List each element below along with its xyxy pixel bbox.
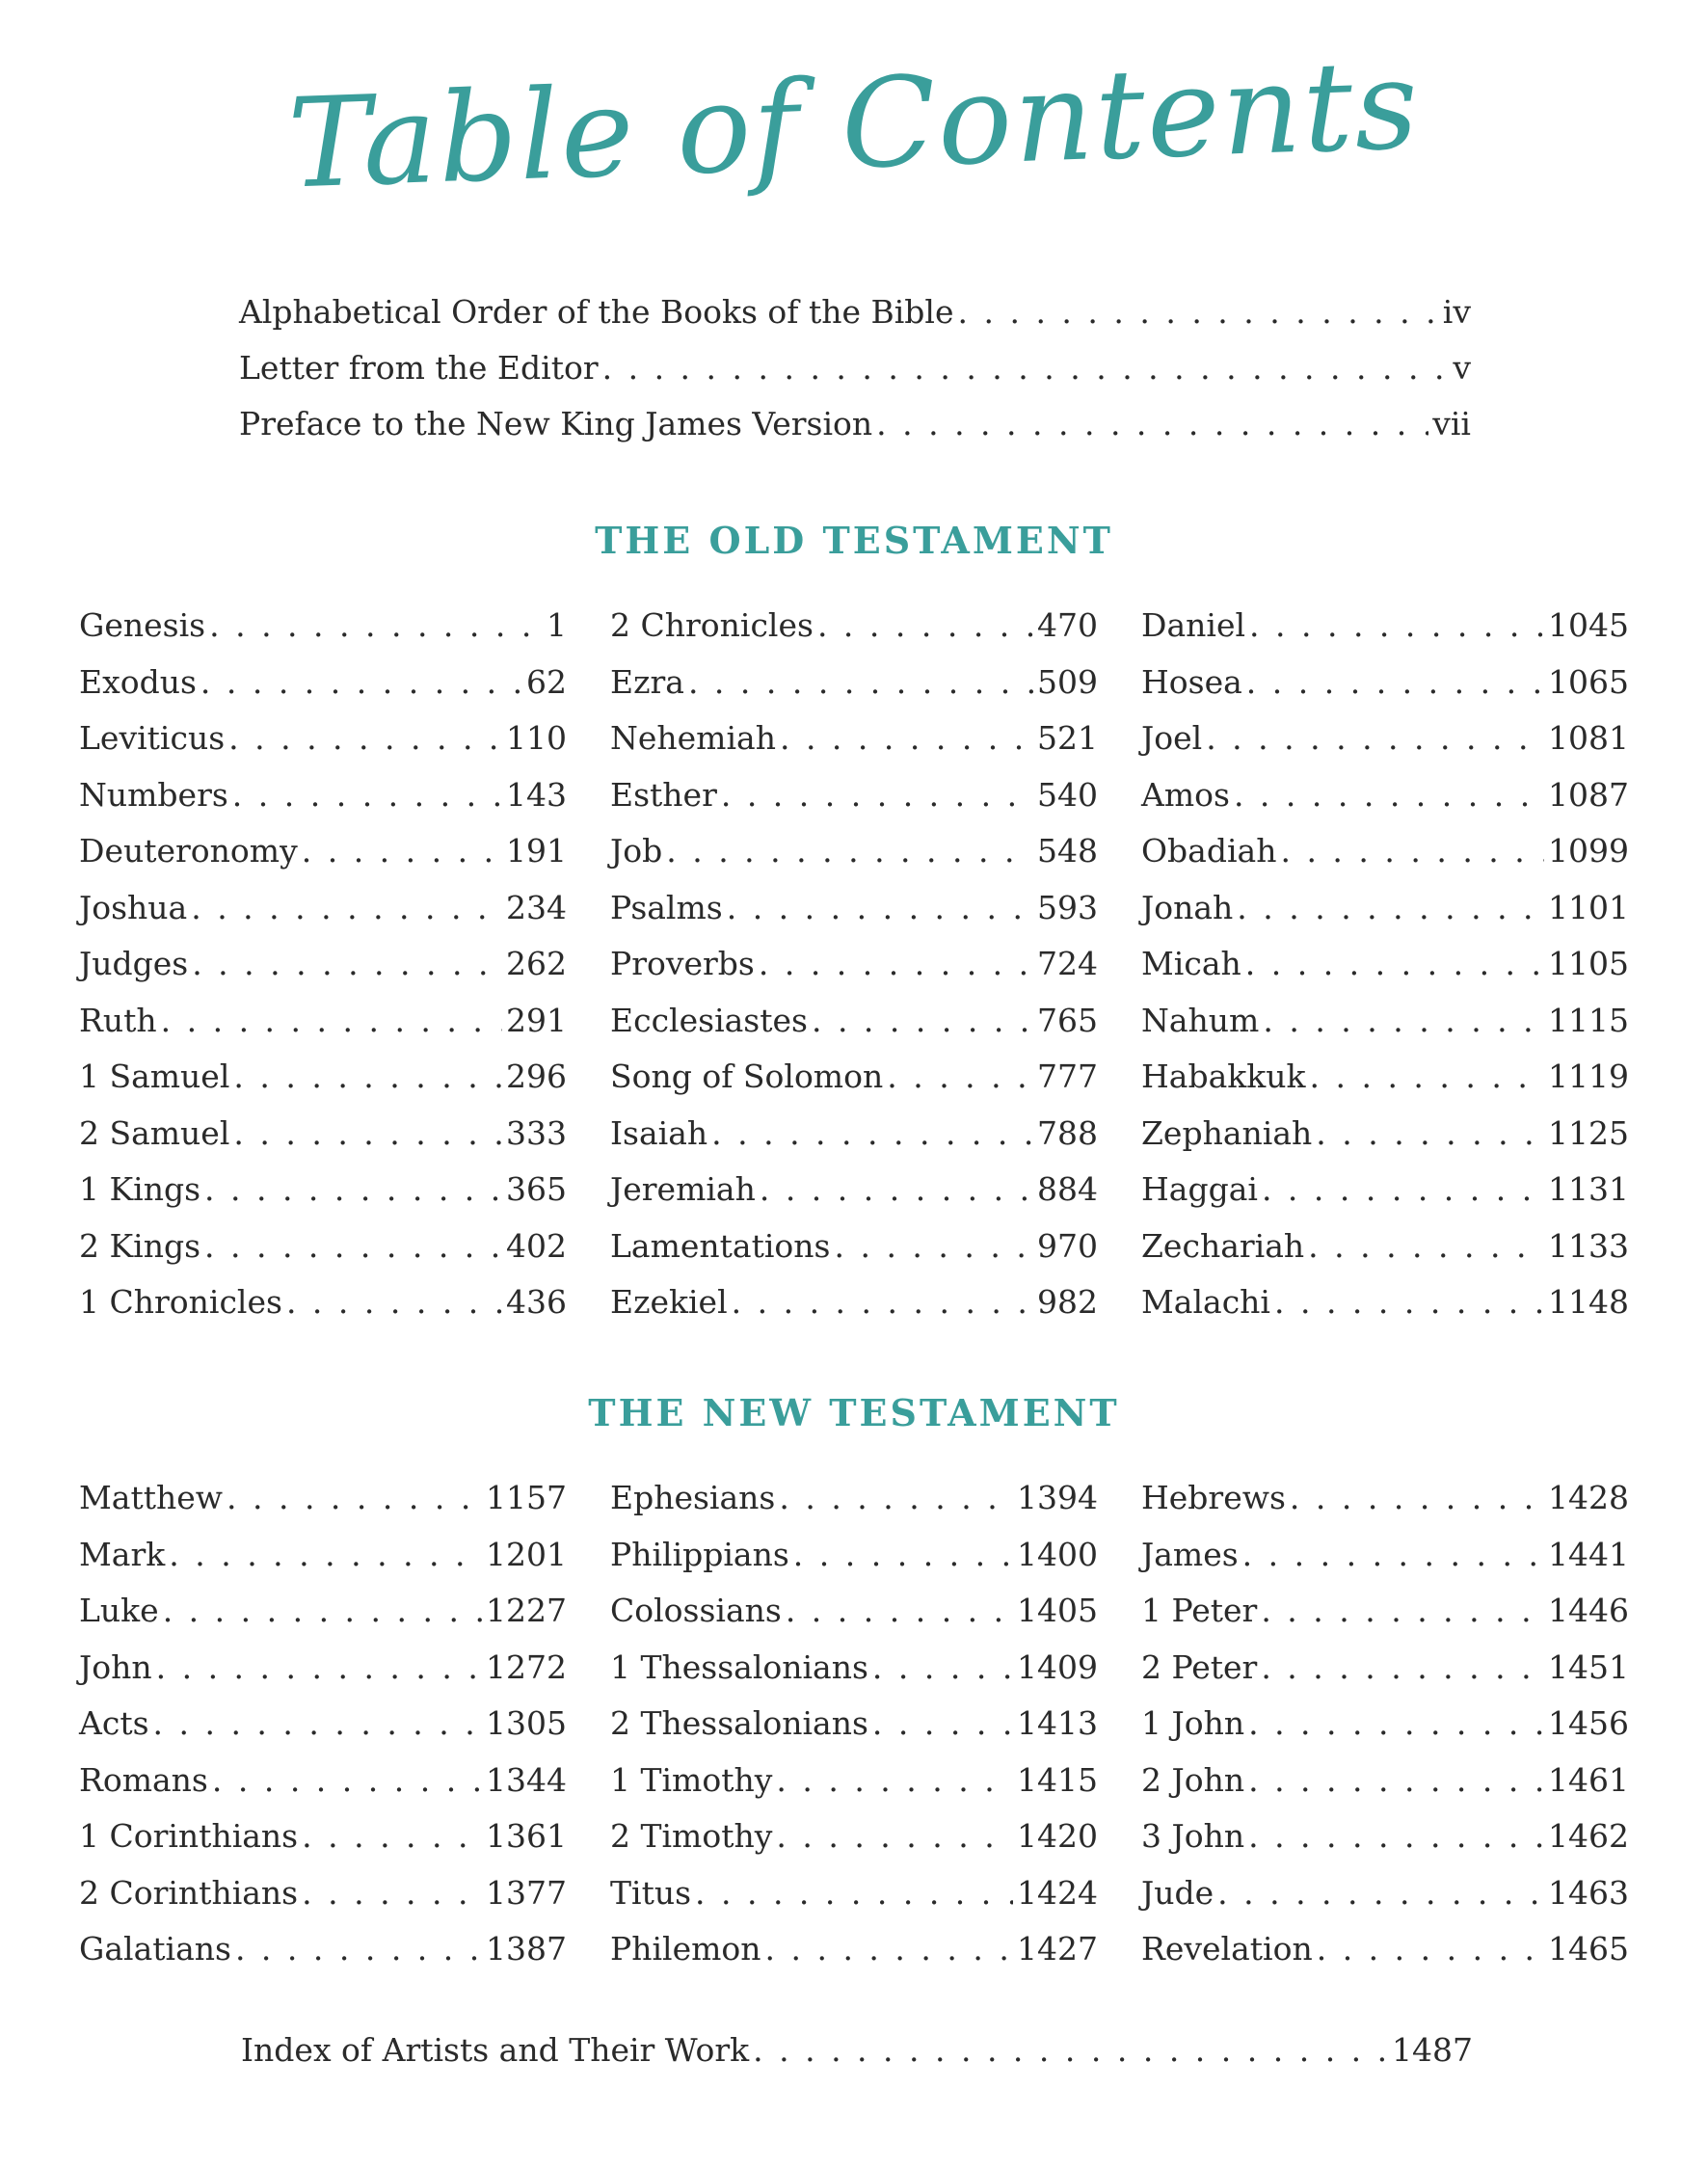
book-page: 62 xyxy=(526,662,567,701)
book-entry[interactable] xyxy=(610,655,1098,711)
book-page: 191 xyxy=(506,832,567,870)
book-name: Hosea xyxy=(1141,662,1242,701)
book-page: 1133 xyxy=(1548,1226,1629,1265)
book-page: 402 xyxy=(506,1226,567,1265)
book-page: 1148 xyxy=(1548,1283,1629,1321)
dot-leader xyxy=(1310,1049,1545,1106)
new-testament-columns xyxy=(79,1470,1629,1978)
book-page: 724 xyxy=(1037,945,1098,982)
book-entry[interactable] xyxy=(610,880,1098,937)
book-name: 3 John xyxy=(1141,1817,1245,1855)
book-entry[interactable] xyxy=(79,598,567,655)
dot-leader xyxy=(1217,1865,1544,1922)
dot-leader xyxy=(232,767,502,824)
dot-leader xyxy=(876,396,1428,452)
book-entry[interactable] xyxy=(610,1527,1098,1584)
book-entry[interactable] xyxy=(1141,710,1629,767)
book-page: 1045 xyxy=(1548,606,1629,644)
book-entry[interactable] xyxy=(79,1865,567,1922)
book-page: 593 xyxy=(1037,888,1098,926)
book-name: Ezekiel xyxy=(610,1283,728,1321)
dot-leader xyxy=(958,284,1439,340)
book-entry[interactable] xyxy=(1141,767,1629,824)
book-page: 1413 xyxy=(1017,1704,1098,1742)
toc-column xyxy=(79,1470,567,1978)
old-testament-heading: THE OLD TESTAMENT xyxy=(595,519,1113,562)
dot-leader xyxy=(156,1640,482,1697)
book-page: 1387 xyxy=(486,1930,567,1968)
book-name: Nehemiah xyxy=(610,719,776,757)
dot-leader xyxy=(1206,710,1544,767)
book-name: 1 John xyxy=(1141,1704,1245,1742)
book-entry[interactable] xyxy=(1141,1753,1629,1809)
dot-leader xyxy=(191,880,502,937)
book-name: Psalms xyxy=(610,888,723,926)
book-page: 1441 xyxy=(1548,1535,1629,1573)
entry-page: v xyxy=(1453,349,1471,387)
book-name: Jeremiah xyxy=(610,1170,756,1208)
book-entry[interactable] xyxy=(1141,880,1629,937)
dot-leader xyxy=(1248,1808,1544,1865)
book-entry[interactable] xyxy=(79,936,567,993)
book-name: Philippians xyxy=(610,1535,789,1573)
book-entry[interactable] xyxy=(1141,1583,1629,1640)
book-page: 1427 xyxy=(1017,1930,1098,1968)
back-matter-list xyxy=(241,2022,1473,2078)
book-name: Luke xyxy=(79,1592,159,1629)
book-name: Genesis xyxy=(79,606,206,644)
dot-leader xyxy=(1308,1218,1544,1275)
dot-leader xyxy=(1261,1640,1544,1697)
book-page: 1105 xyxy=(1548,945,1629,982)
book-entry[interactable] xyxy=(610,1865,1098,1922)
entry-name: Preface to the New King James Version xyxy=(239,405,873,442)
book-name: Jonah xyxy=(1141,888,1234,926)
dot-leader xyxy=(1274,1274,1544,1331)
dot-leader xyxy=(1316,1106,1544,1163)
book-name: 1 Corinthians xyxy=(79,1817,299,1855)
dot-leader xyxy=(887,1049,1033,1106)
book-name: Ruth xyxy=(79,1001,157,1039)
entry-name: Letter from the Editor xyxy=(239,349,599,387)
book-entry[interactable] xyxy=(79,1696,567,1753)
book-name: Habakkuk xyxy=(1141,1058,1306,1095)
toc-column xyxy=(1141,1470,1629,1978)
book-name: Obadiah xyxy=(1141,832,1277,870)
book-name: 2 Corinthians xyxy=(79,1873,299,1912)
dot-leader xyxy=(759,936,1033,993)
book-page: 1157 xyxy=(486,1479,567,1516)
book-page: 291 xyxy=(506,1001,567,1039)
book-entry[interactable] xyxy=(1141,1218,1629,1275)
book-name: Daniel xyxy=(1141,606,1246,644)
toc-entry[interactable] xyxy=(239,340,1471,396)
dot-leader xyxy=(1317,1921,1544,1978)
entry-page: 1487 xyxy=(1392,2031,1473,2069)
book-entry[interactable] xyxy=(79,823,567,880)
book-page: 1428 xyxy=(1548,1479,1629,1516)
book-entry[interactable] xyxy=(610,1162,1098,1218)
book-page: 1394 xyxy=(1017,1479,1098,1516)
book-entry[interactable] xyxy=(1141,1470,1629,1527)
dot-leader xyxy=(302,1808,482,1865)
book-name: Exodus xyxy=(79,662,197,701)
book-entry[interactable] xyxy=(79,1218,567,1275)
book-page: 296 xyxy=(506,1058,567,1095)
book-name: Jude xyxy=(1141,1873,1214,1912)
dot-leader xyxy=(302,823,502,880)
book-name: Ecclesiastes xyxy=(610,1001,808,1039)
book-page: 1 xyxy=(547,606,567,644)
dot-leader xyxy=(812,993,1033,1050)
dot-leader xyxy=(1242,1527,1544,1584)
book-page: 777 xyxy=(1037,1058,1098,1095)
dot-leader xyxy=(721,767,1033,824)
book-page: 1415 xyxy=(1017,1760,1098,1799)
book-entry[interactable] xyxy=(1141,655,1629,711)
dot-leader xyxy=(1248,1753,1544,1809)
book-entry[interactable] xyxy=(610,710,1098,767)
book-name: Romans xyxy=(79,1760,208,1799)
book-page: 1405 xyxy=(1017,1592,1098,1629)
entry-name: Alphabetical Order of the Books of the Bible xyxy=(239,293,954,331)
book-entry[interactable] xyxy=(610,1583,1098,1640)
book-name: Judges xyxy=(79,945,189,982)
book-page: 982 xyxy=(1037,1283,1098,1321)
book-name: Esther xyxy=(610,775,717,814)
book-name: Malachi xyxy=(1141,1283,1270,1321)
book-page: 540 xyxy=(1037,775,1098,814)
book-name: 2 Kings xyxy=(79,1226,201,1265)
book-name: Joel xyxy=(1141,719,1203,757)
dot-leader xyxy=(1261,1583,1544,1640)
page-title: Table of Contents xyxy=(285,33,1423,217)
book-name: Leviticus xyxy=(79,719,226,757)
toc-column xyxy=(610,598,1098,1331)
book-entry[interactable] xyxy=(79,1583,567,1640)
book-page: 470 xyxy=(1037,606,1098,644)
book-entry[interactable] xyxy=(610,598,1098,655)
dot-leader xyxy=(776,1753,1013,1809)
book-page: 1272 xyxy=(486,1647,567,1686)
book-entry[interactable] xyxy=(610,767,1098,824)
book-name: Amos xyxy=(1141,775,1230,814)
dot-leader xyxy=(212,1753,482,1809)
book-entry[interactable] xyxy=(1141,936,1629,993)
dot-leader xyxy=(1246,655,1544,711)
book-entry[interactable] xyxy=(610,1921,1098,1978)
book-name: 2 Timothy xyxy=(610,1817,773,1855)
book-page: 1201 xyxy=(486,1535,567,1573)
book-page: 1087 xyxy=(1548,775,1629,814)
toc-column xyxy=(610,1470,1098,1978)
dot-leader xyxy=(153,1696,483,1753)
dot-leader xyxy=(602,340,1450,396)
book-name: 2 Peter xyxy=(1141,1647,1258,1686)
entry-name: Index of Artists and Their Work xyxy=(241,2031,750,2069)
book-name: John xyxy=(79,1647,152,1686)
book-page: 1462 xyxy=(1548,1817,1629,1855)
dot-leader xyxy=(1262,1162,1544,1218)
book-name: Revelation xyxy=(1141,1930,1313,1968)
book-entry[interactable] xyxy=(1141,598,1629,655)
dot-leader xyxy=(1249,598,1544,655)
book-page: 1451 xyxy=(1548,1647,1629,1686)
dot-leader xyxy=(666,823,1033,880)
dot-leader xyxy=(228,710,502,767)
book-name: Matthew xyxy=(79,1479,224,1516)
book-name: Hebrews xyxy=(1141,1479,1286,1516)
book-entry[interactable] xyxy=(610,1274,1098,1331)
book-name: Micah xyxy=(1141,945,1241,982)
toc-entry[interactable] xyxy=(239,396,1471,452)
book-page: 333 xyxy=(506,1113,567,1152)
book-name: Nahum xyxy=(1141,1001,1260,1039)
book-entry[interactable] xyxy=(1141,1921,1629,1978)
dot-leader xyxy=(286,1274,502,1331)
book-entry[interactable] xyxy=(79,1808,567,1865)
book-entry[interactable] xyxy=(610,993,1098,1050)
book-page: 1115 xyxy=(1548,1001,1629,1039)
dot-leader xyxy=(793,1527,1013,1584)
book-page: 884 xyxy=(1037,1170,1098,1208)
book-page: 1424 xyxy=(1017,1873,1098,1912)
book-name: Colossians xyxy=(610,1592,782,1629)
book-name: Deuteronomy xyxy=(79,832,298,870)
book-page: 1400 xyxy=(1017,1535,1098,1573)
dot-leader xyxy=(1237,880,1544,937)
dot-leader xyxy=(753,2022,1388,2078)
book-entry[interactable] xyxy=(79,880,567,937)
book-name: 1 Peter xyxy=(1141,1592,1258,1629)
book-entry[interactable] xyxy=(1141,1696,1629,1753)
book-page: 548 xyxy=(1037,832,1098,870)
dot-leader xyxy=(302,1865,482,1922)
toc-column xyxy=(79,598,567,1331)
book-name: 1 Chronicles xyxy=(79,1283,282,1321)
book-name: 1 Kings xyxy=(79,1170,201,1208)
book-page: 788 xyxy=(1037,1113,1098,1152)
book-entry[interactable] xyxy=(79,1640,567,1697)
book-name: Isaiah xyxy=(610,1113,708,1152)
dot-leader xyxy=(779,1470,1013,1527)
book-page: 1119 xyxy=(1548,1058,1629,1095)
dot-leader xyxy=(209,598,543,655)
book-page: 509 xyxy=(1037,662,1098,701)
book-name: Haggai xyxy=(1141,1170,1258,1208)
book-name: Titus xyxy=(610,1873,692,1912)
book-entry[interactable] xyxy=(1141,1808,1629,1865)
dot-leader xyxy=(760,1162,1033,1218)
dot-leader xyxy=(1245,936,1544,993)
dot-leader xyxy=(765,1921,1014,1978)
book-page: 1409 xyxy=(1017,1647,1098,1686)
book-page: 1065 xyxy=(1548,662,1629,701)
book-page: 521 xyxy=(1037,719,1098,757)
dot-leader xyxy=(1234,767,1544,824)
dot-leader xyxy=(688,655,1033,711)
book-entry[interactable] xyxy=(1141,823,1629,880)
book-entry[interactable] xyxy=(79,993,567,1050)
book-name: Joshua xyxy=(79,888,188,926)
book-page: 110 xyxy=(506,719,567,757)
book-entry[interactable] xyxy=(610,823,1098,880)
book-name: Galatians xyxy=(79,1930,231,1968)
book-name: Philemon xyxy=(610,1930,761,1968)
dot-leader xyxy=(227,1470,482,1527)
book-entry[interactable] xyxy=(610,1696,1098,1753)
book-page: 1101 xyxy=(1548,888,1629,926)
book-name: 2 John xyxy=(1141,1760,1245,1799)
toc-column xyxy=(1141,598,1629,1331)
dot-leader xyxy=(776,1808,1013,1865)
dot-leader xyxy=(786,1583,1013,1640)
book-name: 2 Chronicles xyxy=(610,606,814,644)
dot-leader xyxy=(727,880,1033,937)
book-entry[interactable] xyxy=(1141,993,1629,1050)
dot-leader xyxy=(1248,1696,1544,1753)
book-page: 1420 xyxy=(1017,1817,1098,1855)
dot-leader xyxy=(169,1527,482,1584)
book-page: 234 xyxy=(506,888,567,926)
book-page: 970 xyxy=(1037,1226,1098,1265)
book-entry[interactable] xyxy=(79,710,567,767)
book-entry[interactable] xyxy=(610,1049,1098,1106)
book-page: 365 xyxy=(506,1170,567,1208)
book-entry[interactable] xyxy=(1141,1865,1629,1922)
front-matter-list xyxy=(239,284,1471,452)
book-page: 436 xyxy=(506,1283,567,1321)
book-page: 143 xyxy=(506,775,567,814)
book-entry[interactable] xyxy=(1141,1106,1629,1163)
dot-leader xyxy=(192,936,502,993)
toc-entry[interactable] xyxy=(239,284,1471,340)
dot-leader xyxy=(204,1162,502,1218)
book-name: Proverbs xyxy=(610,945,755,982)
book-name: 2 Thessalonians xyxy=(610,1704,868,1742)
book-entry[interactable] xyxy=(79,1921,567,1978)
book-page: 1227 xyxy=(486,1592,567,1629)
dot-leader xyxy=(200,655,522,711)
dot-leader xyxy=(233,1106,502,1163)
dot-leader xyxy=(817,598,1033,655)
book-entry[interactable] xyxy=(610,1640,1098,1697)
book-entry[interactable] xyxy=(610,936,1098,993)
old-testament-columns xyxy=(79,598,1629,1331)
dot-leader xyxy=(780,710,1033,767)
book-entry[interactable] xyxy=(79,655,567,711)
book-name: 1 Samuel xyxy=(79,1058,230,1095)
book-entry[interactable] xyxy=(79,1106,567,1163)
dot-leader xyxy=(235,1921,482,1978)
book-entry[interactable] xyxy=(610,1753,1098,1809)
toc-entry[interactable] xyxy=(241,2022,1473,2078)
book-page: 1463 xyxy=(1548,1873,1629,1912)
book-name: Job xyxy=(610,832,663,870)
book-entry[interactable] xyxy=(610,1218,1098,1275)
book-page: 262 xyxy=(506,945,567,982)
book-page: 1456 xyxy=(1548,1704,1629,1742)
dot-leader xyxy=(233,1049,502,1106)
book-name: Zechariah xyxy=(1141,1226,1305,1265)
book-entry[interactable] xyxy=(610,1808,1098,1865)
book-name: Song of Solomon xyxy=(610,1058,884,1095)
book-name: Ezra xyxy=(610,662,684,701)
book-page: 1344 xyxy=(486,1760,567,1799)
book-entry[interactable] xyxy=(1141,1274,1629,1331)
book-entry[interactable] xyxy=(1141,1049,1629,1106)
new-testament-heading: THE NEW TESTAMENT xyxy=(588,1391,1120,1434)
dot-leader xyxy=(204,1218,502,1275)
dot-leader xyxy=(872,1696,1013,1753)
book-entry[interactable] xyxy=(79,1527,567,1584)
book-page: 1081 xyxy=(1548,719,1629,757)
book-name: Ephesians xyxy=(610,1479,776,1516)
book-entry[interactable] xyxy=(1141,1162,1629,1218)
book-entry[interactable] xyxy=(79,1470,567,1527)
book-name: Zephaniah xyxy=(1141,1113,1313,1152)
dot-leader xyxy=(1263,993,1544,1050)
dot-leader xyxy=(695,1865,1013,1922)
dot-leader xyxy=(711,1106,1033,1163)
book-name: Mark xyxy=(79,1535,166,1573)
book-page: 1125 xyxy=(1548,1113,1629,1152)
dot-leader xyxy=(161,993,502,1050)
dot-leader xyxy=(163,1583,482,1640)
book-page: 1377 xyxy=(486,1873,567,1912)
book-page: 1461 xyxy=(1548,1760,1629,1799)
book-page: 1131 xyxy=(1548,1170,1629,1208)
book-page: 1465 xyxy=(1548,1930,1629,1968)
entry-page: iv xyxy=(1442,293,1471,331)
book-name: James xyxy=(1141,1535,1239,1573)
book-entry[interactable] xyxy=(79,1753,567,1809)
book-page: 1446 xyxy=(1548,1592,1629,1629)
book-page: 1305 xyxy=(486,1704,567,1742)
book-entry[interactable] xyxy=(79,1162,567,1218)
entry-page: vii xyxy=(1432,405,1471,442)
book-name: Numbers xyxy=(79,775,228,814)
book-name: 1 Thessalonians xyxy=(610,1647,868,1686)
book-entry[interactable] xyxy=(79,1274,567,1331)
book-name: 1 Timothy xyxy=(610,1760,773,1799)
dot-leader xyxy=(834,1218,1033,1275)
book-entry[interactable] xyxy=(79,767,567,824)
book-page: 765 xyxy=(1037,1001,1098,1039)
book-page: 1361 xyxy=(486,1817,567,1855)
dot-leader xyxy=(1280,823,1544,880)
book-name: 2 Samuel xyxy=(79,1113,230,1152)
book-name: Lamentations xyxy=(610,1226,831,1265)
dot-leader xyxy=(872,1640,1013,1697)
book-entry[interactable] xyxy=(610,1106,1098,1163)
book-entry[interactable] xyxy=(1141,1527,1629,1584)
book-entry[interactable] xyxy=(79,1049,567,1106)
book-entry[interactable] xyxy=(1141,1640,1629,1697)
book-page: 1099 xyxy=(1548,832,1629,870)
book-entry[interactable] xyxy=(610,1470,1098,1527)
book-name: Acts xyxy=(79,1704,149,1742)
dot-leader xyxy=(1290,1470,1544,1527)
dot-leader xyxy=(732,1274,1033,1331)
